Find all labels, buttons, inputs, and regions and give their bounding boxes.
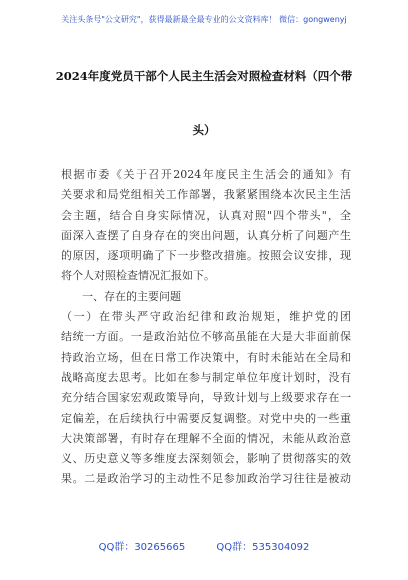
paragraph-line: 的原因，逐项明确了下一步整改措施。按照会议安排，现 — [61, 249, 351, 263]
section-heading: 一、存在的主要问题 — [82, 289, 181, 303]
paragraph-line: 战略高度去思考。比如在参与制定单位年度计划时，没有 — [61, 370, 351, 384]
paragraph-line: 根据市委《关于召开2024年度民主生活会的通知》有 — [61, 168, 351, 181]
paragraph-line: 大决策部署，有时存在理解不全面的情况，未能从政治意 — [61, 431, 351, 445]
paragraph-line: （一）在带头严守政治纪律和政治规矩，维护党的团 — [61, 310, 351, 324]
paragraph-line: 结统一方面。一是政治站位不够高虽能在大是大非面前保 — [61, 330, 351, 344]
promo-header: 关注头条号"公文研究"，获得最新最全最专业的公文资料库！ 微信：gongwenyj — [61, 15, 347, 24]
document-title-line-1: 2024年度党员干部个人民主生活会对照检查材料（四个带 — [55, 69, 353, 83]
paragraph-line: 关要求和局党组相关工作部署，我紧紧围绕本次民主生活 — [61, 188, 351, 202]
qq-group-2: QQ群：535304092 — [216, 542, 310, 553]
paragraph-line: 定偏差，在后续执行中需要反复调整。对党中央的一些重 — [61, 411, 351, 425]
paragraph-line: 持政治立场，但在日常工作决策中，有时未能站在全局和 — [61, 350, 351, 364]
paragraph-line: 充分结合国家宏观政策导向，导致计划与上级要求存在一 — [61, 391, 351, 405]
paragraph-line: 将个人对照检查情况汇报如下。 — [61, 269, 215, 283]
paragraph-line: 义、历史意义等多维度去深刻领会，影响了贯彻落实的效 — [61, 452, 351, 466]
paragraph-line: 面深入查摆了自身存在的突出问题，认真分析了问题产生 — [61, 228, 351, 242]
paragraph-line: 果。二是政治学习的主动性不足参加政治学习往往是被动 — [61, 472, 351, 486]
contact-footer — [0, 538, 408, 553]
qq-group-1: QQ群：30265665 — [98, 542, 186, 553]
paragraph-line: 会主题，结合自身实际情况，认真对照"四个带头"，全 — [61, 208, 351, 222]
document-body — [61, 165, 351, 490]
document-title-line-2: 头） — [192, 123, 216, 137]
